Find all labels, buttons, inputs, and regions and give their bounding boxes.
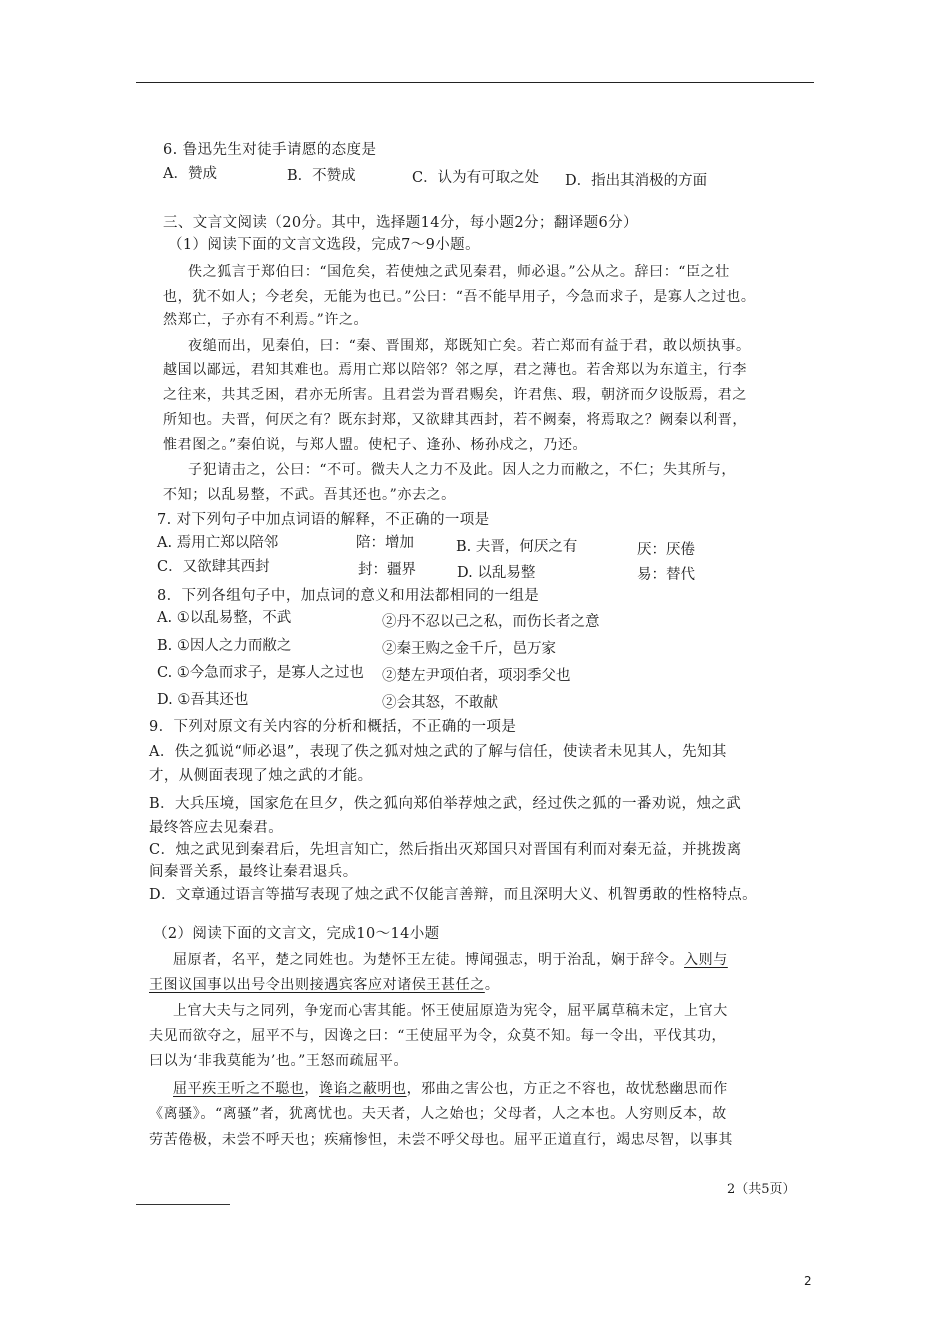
passage1-line: 也，犹不如人；今老矣，无能为也已。”公曰：“吾不能早用子，今急而求子，是寡人之过也。 [163, 289, 756, 305]
part2-instruction: （2）阅读下面的文言文，完成10～14小题 [153, 926, 440, 942]
passage2-line: 劳苦倦极，未尝不呼天也；疾痛惨怛，未尝不呼父母也。屈平正道直行，竭忠尽智，以事其 [149, 1132, 733, 1148]
underlined-phrase: 谗谄之蔽明也 [319, 1081, 407, 1097]
passage2-text: 屈原者，名平，楚之同姓也。为楚怀王左徒。博闻强志，明于治乱，娴于辞令。 [173, 952, 684, 968]
q9-stem: 9．下列对原文有关内容的分析和概括，不正确的一项是 [149, 719, 517, 735]
sheet-page-indicator: 2（共5页） [727, 1182, 796, 1197]
header-rule [136, 82, 814, 83]
passage1-line: 夜缒而出，见秦伯，曰：“秦、晋围郑，郑既知亡矣。若亡郑而有益于君，敢以烦执事。 [188, 338, 751, 354]
passage1-line: 越国以鄙远，君知其难也。焉用亡郑以陪邻？邻之厚，君之薄也。若舍郑以为东道主，行李 [163, 362, 747, 378]
q8-option-d-2: ②会其怒，不敢献 [382, 695, 498, 711]
passage2-text: ， [304, 1081, 320, 1097]
passage1-line: 然郑亡，子亦有不利焉。”许之。 [163, 312, 369, 328]
q7-stem: 7. 对下列句子中加点词语的解释，不正确的一项是 [157, 512, 490, 528]
q9-line: 才，从侧面表现了烛之武的才能。 [149, 768, 373, 784]
section3-heading: 三、文言文阅读（20分。其中，选择题14分，每小题2分；翻译题6分） [163, 215, 638, 231]
passage1-line: 子犯请击之，公曰：“不可。微夫人之力不及此。因人之力而敝之，不仁；失其所与， [188, 462, 736, 478]
q7-option-a: A. 焉用亡郑以陪邻 [157, 535, 279, 551]
q9-line: 间秦晋关系，最终让秦君退兵。 [149, 864, 358, 880]
part1-instruction: （1）阅读下面的文言文选段，完成7～9小题。 [168, 237, 480, 253]
q7-option-b-gloss: 厌：厌倦 [637, 542, 695, 558]
passage2-text: 。 [484, 977, 500, 993]
passage1-line: 不知；以乱易整，不武。吾其还也。”亦去之。 [163, 487, 456, 503]
passage2-line [149, 975, 499, 995]
passage2-line [173, 950, 728, 970]
q7-option-c-gloss: 封：疆界 [358, 562, 416, 578]
underlined-sentence: 王图议国事以出号令出则接遇宾客应对诸侯王甚任之 [149, 977, 485, 993]
q7-option-b: B. 夫晋，何厌之有 [456, 539, 578, 555]
q6-option-b: B．不赞成 [287, 168, 356, 184]
q9-line: A．佚之狐说“师必退”，表现了佚之狐对烛之武的了解与信任，使读者未见其人，先知其 [149, 744, 727, 760]
passage2-line: 上官大夫与之同列，争宠而心害其能。怀王使屈原造为宪令，屈平属草稿未定，上官大 [173, 1003, 728, 1019]
underlined-sentence: 入则与 [684, 952, 728, 968]
passage2-line [173, 1079, 728, 1099]
q7-option-a-gloss: 陪：增加 [356, 535, 414, 551]
q8-stem: 8．下列各组句子中，加点词的意义和用法都相同的一组是 [157, 588, 540, 604]
passage2-line: 夫见而欲夺之，屈平不与，因谗之曰：“王使屈平为令，众莫不知。每一令出，平伐其功， [149, 1028, 727, 1044]
q8-option-b-1: B. ①因人之力而敝之 [157, 638, 292, 654]
q8-option-c-1: C. ①今急而求子，是寡人之过也 [157, 665, 364, 681]
passage1-line: 惟君图之。”秦伯说，与郑人盟。使杞子、逢孙、杨孙戍之，乃还。 [163, 437, 588, 453]
q8-option-a-2: ②丹不忍以己之私，而伤长者之意 [382, 614, 600, 630]
q6-option-d: D．指出其消极的方面 [565, 173, 708, 189]
q8-option-a-1: A. ①以乱易整，不武 [157, 610, 292, 626]
q6-stem: 6. 鲁迅先生对徒手请愿的态度是 [163, 142, 377, 158]
page-number: 2 [804, 1274, 812, 1288]
passage1-line: 佚之狐言于郑伯曰：“国危矣，若使烛之武见秦君，师必退。”公从之。辞曰：“臣之壮 [188, 264, 730, 280]
footer-rule [136, 1204, 230, 1205]
q6-option-c: C．认为有可取之处 [412, 170, 540, 186]
q6-option-a: A．赞成 [163, 166, 217, 182]
passage2-line: 《离骚》。“离骚”者，犹离忧也。夫天者，人之始也；父母者，人之本也。人穷则反本，故 [149, 1106, 727, 1122]
q8-option-d-1: D. ①吾其还也 [157, 692, 249, 708]
q9-line: 最终答应去见秦君。 [149, 820, 284, 836]
q9-line: D．文章通过语言等描写表现了烛之武不仅能言善辩，而且深明大义、机智勇敢的性格特点。 [149, 887, 758, 903]
q7-option-d: D. 以乱易整 [457, 565, 536, 581]
q9-line: C．烛之武见到秦君后，先坦言知亡，然后指出灭郑国只对晋国有利而对秦无益，并挑拨离 [149, 842, 742, 858]
passage2-text: ，邪曲之害公也，方正之不容也，故忧愁幽思而作 [406, 1081, 728, 1097]
q9-line: B．大兵压境，国家危在旦夕，佚之狐向郑伯举荐烛之武，经过佚之狐的一番劝说，烛之武 [149, 796, 742, 812]
q8-option-b-2: ②秦王购之金千斤，邑万家 [382, 641, 556, 657]
passage2-line: 曰以为‘非我莫能为’也。”王怒而疏屈平。 [149, 1053, 409, 1069]
passage1-line: 所知也。夫晋，何厌之有？既东封郑，又欲肆其西封，若不阙秦，将焉取之？阙秦以利晋， [163, 412, 747, 428]
q7-option-c: C．又欲肆其西封 [157, 559, 270, 575]
underlined-phrase: 屈平疾王听之不聪也 [173, 1081, 305, 1097]
q7-option-d-gloss: 易：替代 [637, 567, 695, 583]
passage1-line: 之往来，共其乏困，君亦无所害。且君尝为晋君赐矣，许君焦、瑕，朝济而夕设版焉，君之 [163, 387, 747, 403]
q8-option-c-2: ②楚左尹项伯者，项羽季父也 [382, 668, 571, 684]
